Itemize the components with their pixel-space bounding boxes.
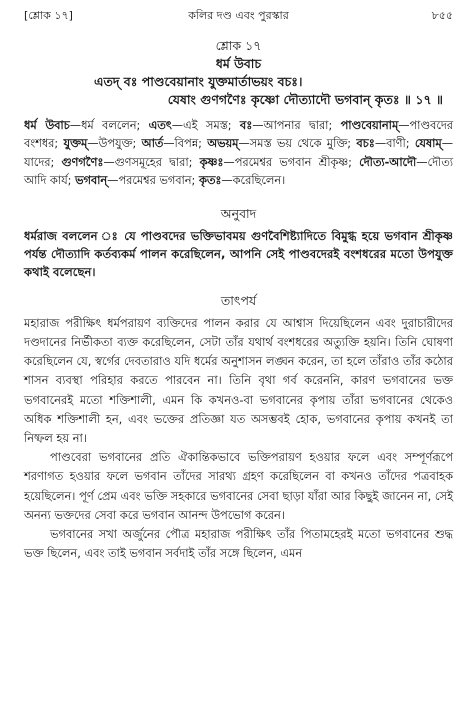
synonym-entry xyxy=(24,119,149,132)
synonym-meaning: —উপযুক্ত; xyxy=(87,137,142,151)
synonym-meaning: —আপনার দ্বারা; xyxy=(252,119,341,132)
synonyms-block xyxy=(24,117,453,191)
synonym-meaning: —করেছিলেন। xyxy=(221,174,286,188)
translation-lead: ধর্মরাজ বললেন ঃ xyxy=(24,228,120,243)
synonym-term: ভগবান্ xyxy=(75,174,108,188)
synonym-meaning: —বিপন্ন; xyxy=(163,137,208,151)
synonym-term: ধর্ম উবাচ xyxy=(24,119,70,132)
purport-paragraph: পাণ্ডবেরা ভগবানের প্রতি ঐকান্তিকভাবে ভক্তিপরায়ণ হওয়ার ফলে এবং সম্পূর্ণরূপে শরণাগত হওয়ার ফলে ভগবান তাঁদের সারথ্য গ্রহণ করেছিলেন বা কখনও তাঁদের পত্রবাহক হয়েছিলেন। পূর্ণ প্রেম এবং ভক্তি সহকারে ভগবানের সেবা ছাড়া যাঁরা আর কিছুই জানেন না, সেই অনন্য ভক্তদের সেবা করে ভগবান আনন্দ উপভোগ করেন। xyxy=(24,450,453,522)
synonym-term: যুক্তম্ xyxy=(63,137,88,151)
synonym-term: এতৎ xyxy=(148,119,172,132)
synonym-entry xyxy=(142,137,208,150)
synonym-meaning: —বাণী; xyxy=(374,137,415,151)
synonym-term: বচঃ xyxy=(356,137,375,151)
synonym-meaning: —পরমেশ্বর ভগবান শ্রীকৃষ্ণ; xyxy=(223,155,360,169)
verse-number: শ্লোক ১৭ xyxy=(215,38,262,53)
synonym-term: যেষাম্ xyxy=(414,137,442,151)
synonym-meaning: —গুণসমূহের দ্বারা; xyxy=(103,155,200,169)
synonym-entry xyxy=(240,119,341,132)
synonym-meaning: —পরমেশ্বর ভগবান; xyxy=(107,174,199,188)
translation-heading: অনুবাদ xyxy=(220,205,257,221)
verse-speaker: ধর্ম উবাচ xyxy=(215,56,262,71)
synonym-meaning: —পাণ্ডবদের বংশধর; xyxy=(24,119,454,151)
header-verse-ref: [শ্লোক ১৭] xyxy=(24,9,73,22)
synonym-entry xyxy=(200,156,359,169)
synonym-term: কৃষ্ণঃ xyxy=(199,155,224,169)
synonym-term: দৌত্য-আদৌ xyxy=(359,155,417,169)
purport-paragraph: মহারাজ পরীক্ষিৎ ধর্মপরায়ণ ব্যক্তিদের পালন করার যে আশ্বাস দিয়েছিলেন এবং দুরাচারীদের দণ্ডদানের নির্ভীকতা ব্যক্ত করেছিলেন, সেটা তাঁর যথার্থ বংশধরের অত্যুক্তি হয়নি। তিনি ঘোষণা করেছিলেন যে, স্বর্গের দেবতারাও যদি ধর্মের অনুশাসন লঙ্ঘন করেন, তা হলে তাঁরাও তাঁর কঠোর শাসন ব্যবস্থা পরিহার করতে পারবেন না। তিনি বৃথা গর্ব করেননি, কারণ ভগবানের ভক্ত ভগবানেরই মতো শক্তিশালী, এমন কি কখনও-বা ভগবানের কৃপায় তাঁরা ভগবানের থেকেও অধিক শক্তিশালী হন, এবং ভক্তের প্রতিজ্ঞা যত অসম্ভবই হোক, ভগবানের কৃপায় কখনই তা নিষ্ফল হয় না। xyxy=(24,315,453,446)
header-chapter-title: কলির দণ্ড এবং পুরস্কার xyxy=(188,9,289,22)
synonym-term: আর্ত xyxy=(141,137,164,151)
purport-paragraph: ভগবানের সখা অর্জুনের পৌত্র মহারাজ পরীক্ষিৎ তাঁর পিতামহেরই মতো ভগবানের শুদ্ধ ভক্ত ছিলেন, এবং তাই ভগবান সর্বদাই তাঁর সঙ্গে ছিলেন, এমন xyxy=(24,527,453,561)
verse-line-2: যেষাং গুণগণৈঃ কৃষ্ণো দৌত্যাদৌ ভগবান্ কৃতঃ ॥ ১৭ ॥ xyxy=(167,92,443,107)
page-number: ৮৫৫ xyxy=(431,9,453,22)
synonym-meaning: —যাদের; xyxy=(24,137,453,169)
synonym-entry xyxy=(356,137,414,150)
synonym-entry xyxy=(75,174,199,187)
synonym-entry xyxy=(207,137,356,150)
synonym-meaning: —সমস্ত ভয় থেকে মুক্তি; xyxy=(238,137,357,151)
synonym-entry xyxy=(149,119,240,132)
synonym-term: কৃতঃ xyxy=(198,174,222,188)
synonym-meaning: —ধর্ম বললেন; xyxy=(69,119,149,132)
synonym-entry xyxy=(62,156,200,169)
synonym-meaning: —দৌত্য আদি কার্য; xyxy=(24,155,453,188)
translation-body: যে পাণ্ডবদের ভক্তিভাবময় গুণবৈশিষ্ট্যাদিতে বিমুগ্ধ হয়ে ভগবান শ্রীকৃষ্ণ পর্যন্ত দৌত্যাদি কর্তব্যকর্ম পালন করেছিলেন, আপনি সেই পাণ্ডবদেরই বংশধরের মতো উপযুক্ত কথাই বলেছেন। xyxy=(24,228,453,280)
translation-text xyxy=(24,227,453,282)
verse-line-1: এতদ্ বঃ পাণ্ডবেয়ানাং যুক্তমার্তাভয়ং বচঃ। xyxy=(94,74,303,89)
synonym-term: গুণগণৈঃ xyxy=(61,155,104,169)
synonym-entry xyxy=(199,174,285,187)
synonym-term: অভয়ম্ xyxy=(207,137,239,151)
synonym-entry xyxy=(63,137,141,150)
synonym-meaning: —এই সমস্ত; xyxy=(171,119,240,132)
running-header xyxy=(24,4,453,28)
synonym-term: বঃ xyxy=(239,119,253,132)
purport-heading: তাৎপর্য xyxy=(220,292,257,308)
synonym-term: পাণ্ডবেয়ানাম্ xyxy=(340,119,399,132)
